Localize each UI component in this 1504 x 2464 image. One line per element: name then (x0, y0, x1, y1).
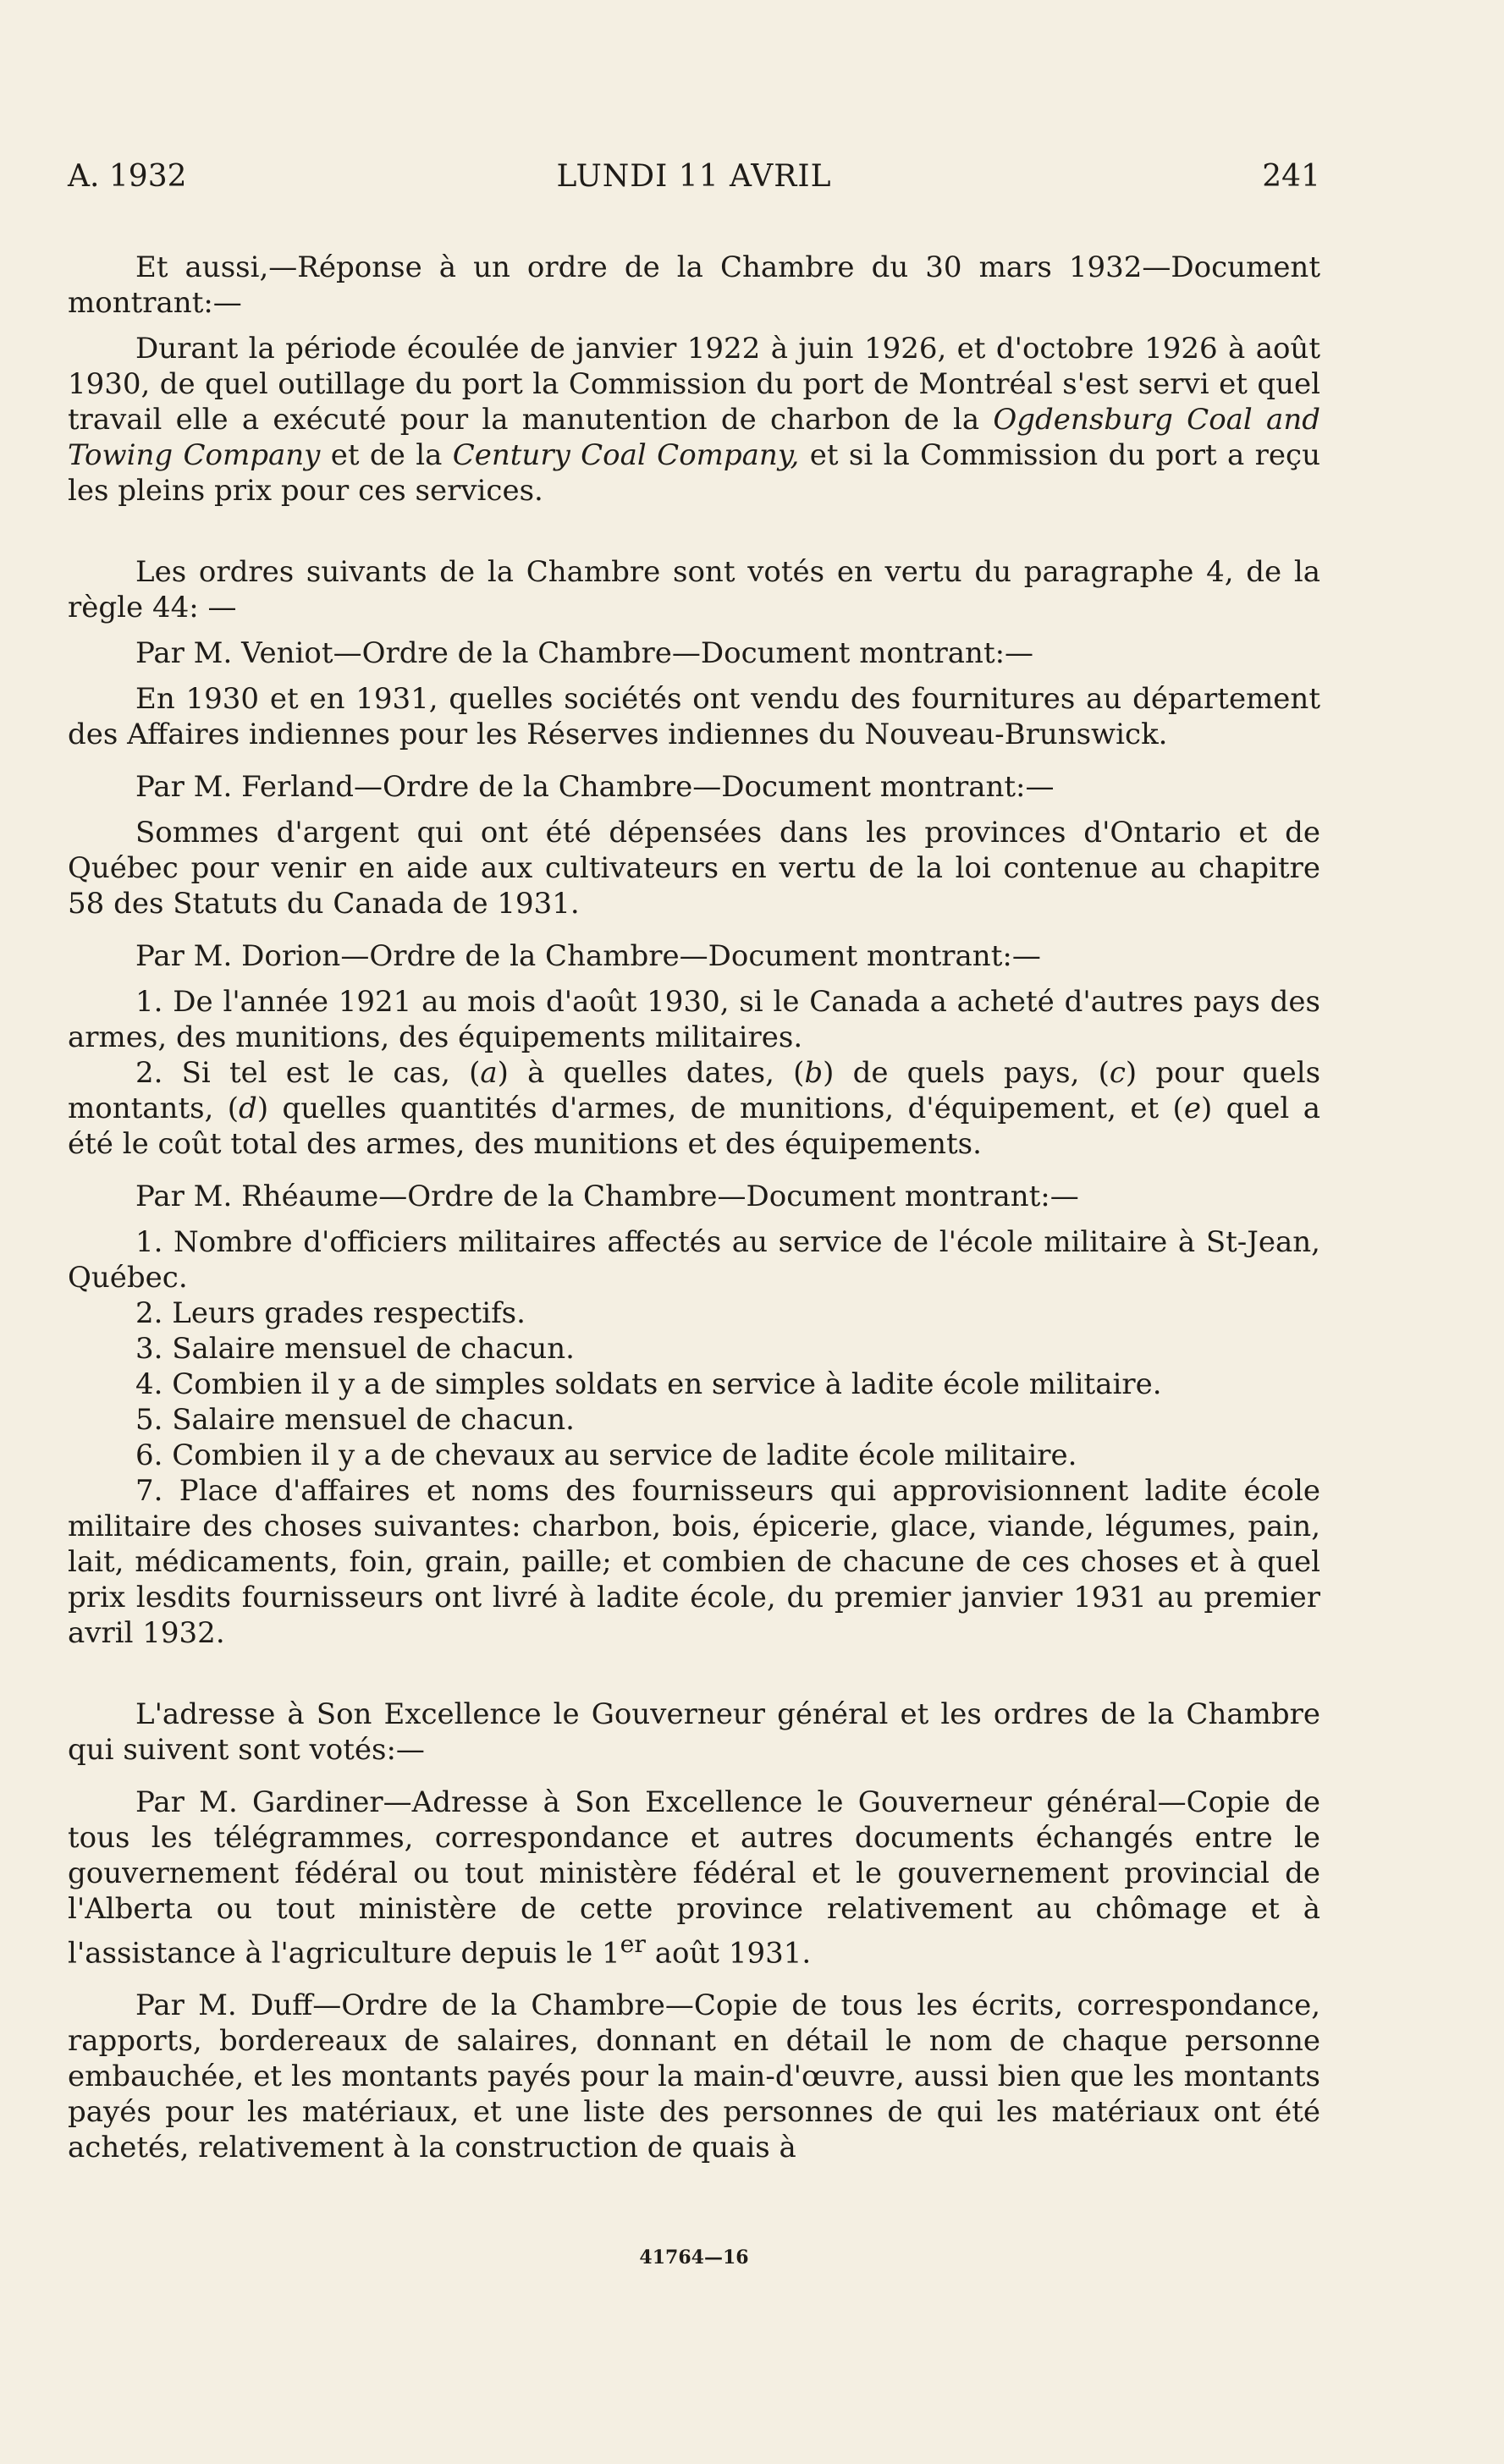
ferland-heading: Par M. Ferland—Ordre de la Chambre—Document montrant:— (135, 770, 1055, 804)
text-segment: Durant la période écoulée de janvier 1922 à juin 1926, et d'octobre 1926 à août 1930, de quel outillage du port la Commission du port de Montréal s'est servi et quel travail elle a exécuté pour la manutention de charbon de la (68, 332, 1320, 437)
dorion-item-2 (68, 1055, 1320, 1162)
text-segment: ) quelles quantités d'armes, de munitions, d'équipement, et ( (256, 1092, 1184, 1125)
letter-c: c (1109, 1056, 1126, 1090)
rheaume-item: 1. Nombre d'officiers militaires affectés au service de l'école militaire à St-Jean, Québec. (68, 1225, 1320, 1295)
ordinal-superscript: er (620, 1930, 646, 1958)
text-segment: et si la Commission du port a reçu les pleins prix pour ces services. (68, 438, 1320, 508)
company-name-century: Century Coal Company, (452, 438, 800, 472)
page-date-title: LUNDI 11 AVRIL (556, 159, 832, 194)
session-year: A. 1932 (68, 159, 187, 194)
paragraph-port-montreal (68, 331, 1320, 509)
letter-a: a (480, 1056, 498, 1090)
letter-b: b (804, 1056, 824, 1090)
journal-body (68, 250, 1320, 2165)
running-header (68, 159, 1320, 201)
duff-paragraph: Par M. Duff—Ordre de la Chambre—Copie de tous les écrits, correspondance, rapports, bordereaux de salaires, donnant en détail le nom de chaque personne embauchée, et les montants payés pour la main-d'œuvre, aussi bien que les montants payés pour les matériaux, et une liste des personnes de qui les matériaux ont été achetés, relativement à la construction de quais à (68, 1988, 1320, 2165)
page (68, 0, 1320, 2464)
rheaume-item: 6. Combien il y a de chevaux au service de ladite école militaire. (135, 1438, 1077, 1472)
paragraph-adresse: L'adresse à Son Excellence le Gouverneur général et les ordres de la Chambre qui suivent sont votés:— (68, 1697, 1320, 1767)
rheaume-item: 7. Place d'affaires et noms des fournisseurs qui approvisionnent ladite école militaire des choses suivantes: charbon, bois, épicerie, glace, viande, légumes, pain, lait, médicaments, foin, grain, paille; et combien de chacune de ces choses et à quel prix lesdits fournisseurs ont livré à ladite école, du premier janvier 1931 au premier avril 1932. (68, 1474, 1320, 1650)
gardiner-paragraph (68, 1785, 1320, 1971)
letter-e: e (1183, 1092, 1201, 1125)
text-segment: ) à quelles dates, ( (497, 1056, 805, 1090)
veniot-body: En 1930 et en 1931, quelles sociétés ont vendu des fournitures au département des Affaires indiennes pour les Réserves indiennes du Nouveau-Brunswick. (68, 682, 1320, 751)
dorion-heading: Par M. Dorion—Ordre de la Chambre—Document montrant:— (135, 939, 1041, 973)
veniot-heading: Par M. Veniot—Ordre de la Chambre—Document montrant:— (135, 636, 1034, 670)
text-segment: 2. Si tel est le cas, ( (135, 1056, 481, 1090)
text-segment: ) pour quels montants, ( (68, 1056, 1321, 1125)
text-segment: août 1931. (645, 1936, 812, 1971)
page-number: 241 (1262, 159, 1320, 194)
letter-d: d (239, 1092, 257, 1125)
text-segment: ) de quels pays, ( (823, 1056, 1110, 1090)
dorion-item-1: 1. De l'année 1921 au mois d'août 1930, si le Canada a acheté d'autres pays des armes, des munitions, des équipements militaires. (68, 985, 1320, 1054)
text-segment: Par M. Gardiner—Adresse à Son Excellence le Gouverneur général—Copie de tous les télégrammes, correspondance et autres documents échangés entre le gouvernement fédéral ou tout ministère fédéral et le gouvernement provincial de l'Alberta ou tout ministère de cette province relativement au chômage et à l'assistance à l'agriculture depuis le 1 (68, 1785, 1320, 1971)
paragraph-ordres-suivants: Les ordres suivants de la Chambre sont votés en vertu du paragraphe 4, de la règle 44: — (68, 555, 1320, 624)
paragraph-et-aussi: Et aussi,—Réponse à un ordre de la Chambre du 30 mars 1932—Document montrant:— (68, 250, 1320, 320)
rheaume-item: 4. Combien il y a de simples soldats en service à ladite école militaire. (135, 1367, 1162, 1401)
text-segment: et de la (320, 438, 453, 472)
text-segment: ) quel a été le coût total des armes, des munitions et des équipements. (68, 1092, 1320, 1161)
rheaume-item: 5. Salaire mensuel de chacun. (135, 1403, 575, 1437)
rheaume-heading: Par M. Rhéaume—Ordre de la Chambre—Document montrant:— (135, 1180, 1079, 1213)
rheaume-item: 2. Leurs grades respectifs. (135, 1296, 526, 1330)
company-name-ogdensburg: Ogdensburg Coal and Towing Company (68, 403, 1320, 472)
rheaume-item: 3. Salaire mensuel de chacun. (135, 1332, 575, 1366)
signature-mark: 41764—16 (639, 2247, 749, 2269)
ferland-body: Sommes d'argent qui ont été dépensées dans les provinces d'Ontario et de Québec pour venir en aide aux cultivateurs en vertu de la loi contenue au chapitre 58 des Statuts du Canada de 1931. (68, 816, 1320, 921)
